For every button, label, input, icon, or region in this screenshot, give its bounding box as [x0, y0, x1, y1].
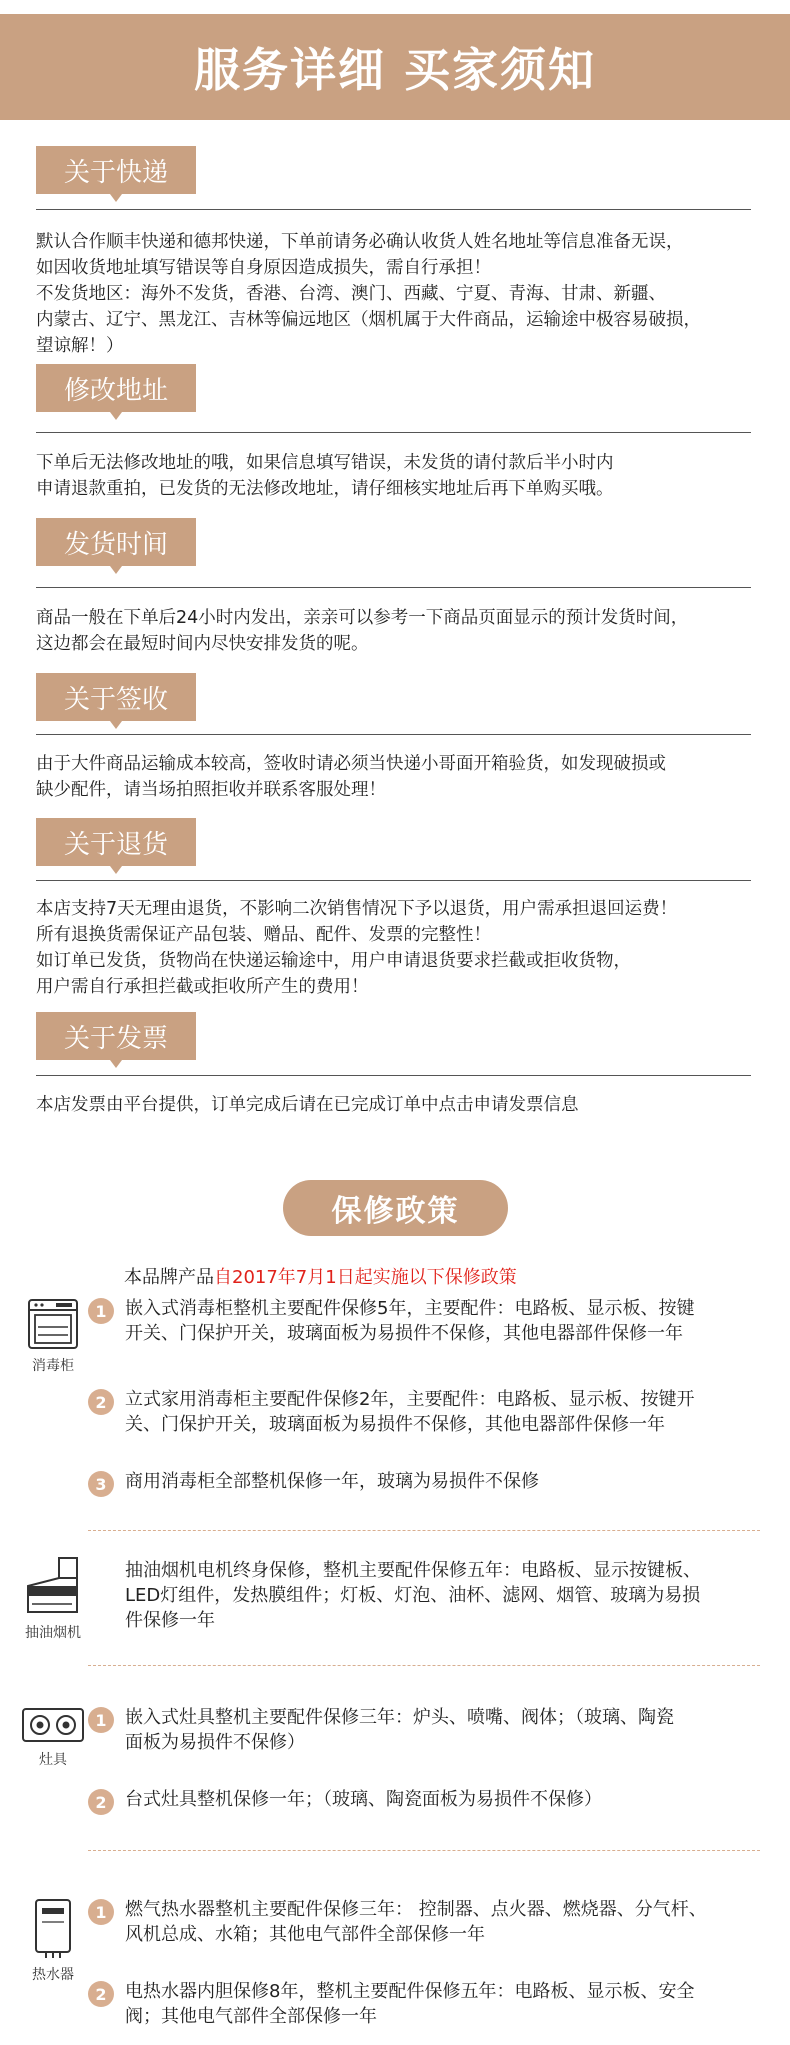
text-line: 件保修一年	[125, 1610, 215, 1631]
section-body-express	[36, 229, 756, 359]
warranty-title-pill	[283, 1180, 508, 1236]
text-line: 风机总成、水箱；其他电气部件全部保修一年	[125, 1924, 485, 1945]
text-line: 申请退款重拍，已发货的无法修改地址，请仔细核实地址后再下单购买哦。	[36, 479, 614, 499]
text-line: 望谅解！）	[36, 336, 124, 356]
disinfection-cabinet-icon	[26, 1297, 80, 1351]
text-line: 嵌入式灶具整机主要配件保修三年：炉头、喷嘴、阀体；（玻璃、陶瓷	[125, 1707, 674, 1728]
category-range-hood	[16, 1556, 90, 1642]
section-title: 修改地址	[63, 375, 168, 406]
section-tag-shipping-time	[36, 518, 196, 566]
category-label: 抽油烟机	[25, 1625, 81, 1641]
section-tag-express	[36, 146, 196, 194]
water-heater-icon	[33, 1898, 73, 1960]
section-tag-invoice	[36, 1012, 196, 1060]
text-line: 默认合作顺丰快递和德邦快递，下单前请务必确认收货人姓名地址等信息准备无误，	[36, 232, 684, 252]
category-label: 热水器	[32, 1967, 74, 1983]
text-line: 本店支持7天无理由退货，不影响二次销售情况下予以退货，用户需承担退回运费！	[36, 899, 678, 919]
item-number-badge: 2	[88, 1789, 114, 1815]
text-line: 面板为易损件不保修）	[125, 1732, 305, 1753]
section-body-receipt	[36, 751, 756, 803]
section-tag-change-address	[36, 364, 196, 412]
section-title: 关于发票	[63, 1023, 168, 1054]
section-tag-receipt	[36, 673, 196, 721]
item-text	[125, 1787, 760, 1812]
text-line: 缺少配件，请当场拍照拒收并联系客服处理！	[36, 780, 386, 800]
text-line: 电热水器内胆保修8年，整机主要配件保修五年：电路板、显示板、安全	[125, 1981, 695, 2002]
warranty-intro	[124, 1263, 517, 1289]
text-line: 不发货地区：海外不发货，香港、台湾、澳门、西藏、宁夏、青海、甘肃、新疆、	[36, 284, 666, 304]
text-line: 燃气热水器整机主要配件保修三年： 控制器、点火器、燃烧器、分气杆、	[125, 1899, 707, 1920]
text-line: 用户需自行承担拦截或拒收所产生的费用！	[36, 977, 369, 997]
text-line: 内蒙古、辽宁、黑龙江、吉林等偏远地区（烟机属于大件商品，运输途中极容易破损，	[36, 310, 701, 330]
section-body-change-address	[36, 450, 756, 502]
category-disinfection-cabinet	[16, 1297, 90, 1375]
item-number-badge: 2	[88, 1981, 114, 2007]
section-divider	[36, 432, 751, 433]
item-number-badge: 1	[88, 1707, 114, 1733]
category-divider	[88, 1530, 760, 1531]
text-line: 商用消毒柜全部整机保修一年，玻璃为易损件不保修	[125, 1471, 539, 1492]
section-divider	[36, 880, 751, 881]
item-text	[125, 1469, 760, 1494]
category-divider	[88, 1665, 760, 1666]
section-body-invoice	[36, 1092, 756, 1118]
text-line: 如订单已发货，货物尚在快递运输途中，用户申请退货要求拦截或拒收货物，	[36, 951, 631, 971]
text-line: 如因收货地址填写错误等自身原因造成损失，需自行承担！	[36, 258, 491, 278]
item-number-badge: 3	[88, 1471, 114, 1497]
banner-title: 服务详细 买家须知	[193, 43, 596, 97]
text-line: 抽油烟机电机终身保修，整机主要配件保修五年：电路板、显示按键板、	[125, 1560, 701, 1581]
text-line: 商品一般在下单后24小时内发出，亲亲可以参考一下商品页面显示的预计发货时间，	[36, 608, 689, 628]
page-banner	[0, 14, 790, 120]
section-tag-returns	[36, 818, 196, 866]
item-text	[125, 1705, 760, 1755]
text-line: 台式灶具整机保修一年；（玻璃、陶瓷面板为易损件不保修）	[125, 1789, 602, 1810]
warranty-title: 保修政策	[331, 1194, 460, 1229]
intro-highlight: 自2017年7月1日起实施以下保修政策	[214, 1267, 517, 1288]
item-text	[125, 1897, 760, 1947]
section-divider	[36, 1075, 751, 1076]
item-text	[125, 1979, 760, 2029]
section-divider	[36, 209, 751, 210]
item-text	[125, 1387, 760, 1437]
category-label: 灶具	[39, 1752, 67, 1768]
item-text	[125, 1558, 760, 1633]
text-line: 由于大件商品运输成本较高，签收时请必须当快递小哥面开箱验货，如发现破损或	[36, 754, 666, 774]
text-line: LED灯组件，发热膜组件；灯板、灯泡、油杯、滤网、烟管、玻璃为易损	[125, 1585, 701, 1606]
text-line: 阀；其他电气部件全部保修一年	[125, 2006, 377, 2027]
category-water-heater	[16, 1898, 90, 1984]
range-hood-icon	[22, 1556, 84, 1618]
text-line: 嵌入式消毒柜整机主要配件保修5年，主要配件：电路板、显示板、按键	[125, 1298, 695, 1319]
category-gas-stove	[16, 1705, 90, 1769]
section-title: 关于快递	[63, 157, 168, 188]
section-divider	[36, 587, 751, 588]
section-divider	[36, 734, 751, 735]
text-line: 这边都会在最短时间内尽快安排发货的呢。	[36, 634, 369, 654]
item-number-badge: 2	[88, 1389, 114, 1415]
section-body-shipping-time	[36, 605, 756, 657]
section-title: 关于退货	[63, 829, 168, 860]
gas-stove-icon	[21, 1705, 85, 1745]
text-line: 开关、门保护开关，玻璃面板为易损件不保修，其他电器部件保修一年	[125, 1323, 683, 1344]
text-line: 关、门保护开关，玻璃面板为易损件不保修，其他电器部件保修一年	[125, 1414, 665, 1435]
text-line: 立式家用消毒柜主要配件保修2年，主要配件：电路板、显示板、按键开	[125, 1389, 695, 1410]
item-text	[125, 1296, 760, 1346]
category-divider	[88, 1850, 760, 1851]
category-label: 消毒柜	[32, 1358, 74, 1374]
section-title: 关于签收	[63, 684, 168, 715]
section-body-returns	[36, 896, 756, 1000]
item-number-badge: 1	[88, 1298, 114, 1324]
section-title: 发货时间	[63, 529, 168, 560]
text-line: 本店发票由平台提供，订单完成后请在已完成订单中点击申请发票信息	[36, 1095, 579, 1115]
intro-prefix: 本品牌产品	[124, 1267, 214, 1288]
text-line: 所有退换货需保证产品包装、赠品、配件、发票的完整性！	[36, 925, 491, 945]
item-number-badge: 1	[88, 1899, 114, 1925]
text-line: 下单后无法修改地址的哦，如果信息填写错误，未发货的请付款后半小时内	[36, 453, 614, 473]
